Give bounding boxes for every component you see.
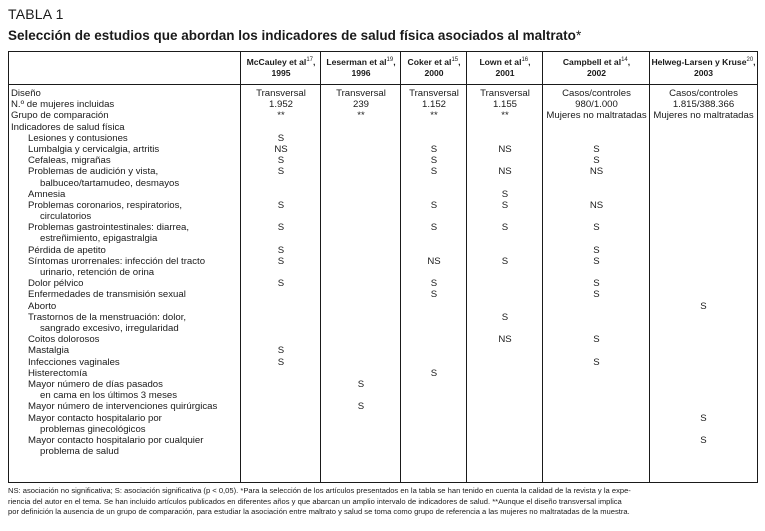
table-row bbox=[9, 166, 757, 188]
cell-value: Mujeres no maltratadas bbox=[653, 110, 754, 122]
row-label-line: problema de salud bbox=[40, 446, 119, 458]
author-comma: , bbox=[313, 57, 316, 67]
row-label-line: Diseño bbox=[11, 88, 41, 99]
row-label bbox=[9, 401, 241, 412]
cell-value: S bbox=[277, 222, 285, 234]
cell-value: NS bbox=[498, 166, 512, 178]
cell-value: S bbox=[277, 155, 285, 167]
table-row bbox=[9, 189, 757, 200]
table-title-text: Selección de estudios que abordan los indicadores de salud física asociados al maltrato bbox=[8, 28, 576, 43]
study-year: 1996 bbox=[351, 68, 371, 78]
row-label-line: Indicadores de salud física bbox=[11, 121, 125, 133]
table-row bbox=[9, 357, 757, 368]
row-label bbox=[9, 166, 241, 188]
row-label bbox=[9, 122, 241, 133]
row-label-line: Pérdida de apetito bbox=[28, 244, 106, 256]
row-label-line: Aborto bbox=[28, 300, 57, 312]
table-row bbox=[9, 401, 757, 412]
cell-value: S bbox=[593, 143, 600, 155]
table-title bbox=[8, 28, 581, 43]
study-author bbox=[326, 57, 395, 68]
table-row bbox=[9, 200, 757, 222]
cell-value: Transversal bbox=[409, 88, 459, 99]
cell-value: S bbox=[357, 401, 365, 413]
table-row bbox=[9, 155, 757, 166]
study-author-name: Leserman et al bbox=[326, 57, 387, 67]
cell-value: S bbox=[593, 289, 600, 301]
row-label-line: Dolor pélvico bbox=[28, 278, 84, 290]
row-label-line: Lumbalgia y cervicalgia, artritis bbox=[28, 143, 160, 155]
table-row bbox=[9, 99, 757, 110]
cell-value: S bbox=[277, 345, 285, 357]
study-author-name: Lown et al bbox=[479, 57, 522, 67]
row-label-line: urinario, retención de orina bbox=[40, 267, 155, 279]
cell-value: S bbox=[430, 199, 438, 211]
author-comma: , bbox=[458, 57, 461, 67]
row-label-line: sangrado excesivo, irregularidad bbox=[40, 323, 179, 335]
cell-value: Casos/controles bbox=[562, 88, 631, 99]
table-row bbox=[9, 289, 757, 300]
study-author bbox=[247, 57, 316, 68]
study-author-name: Coker et al bbox=[407, 57, 452, 67]
cell-value: S bbox=[430, 289, 438, 301]
table-row bbox=[9, 110, 757, 121]
author-comma: , bbox=[753, 57, 756, 67]
cell-value: ** bbox=[277, 110, 285, 122]
row-label bbox=[9, 88, 241, 99]
row-label bbox=[9, 334, 241, 345]
row-label-line: Cefaleas, migrañas bbox=[28, 155, 111, 167]
table-row bbox=[9, 256, 757, 278]
study-year: 2003 bbox=[693, 68, 714, 78]
row-label-line: Coitos dolorosos bbox=[28, 334, 100, 346]
column-header bbox=[543, 52, 650, 84]
row-label-line: Mayor contacto hospitalario por cualquier bbox=[28, 434, 204, 446]
study-author-name: Helweg-Larsen y Kruse bbox=[651, 57, 747, 67]
cell-value: S bbox=[593, 244, 600, 256]
cell-value: S bbox=[501, 311, 509, 323]
cell-value: 1.155 bbox=[492, 99, 517, 111]
study-reference: 16 bbox=[521, 57, 529, 64]
row-label bbox=[9, 435, 241, 457]
row-label bbox=[9, 379, 241, 401]
cell-value: 239 bbox=[352, 99, 369, 111]
row-label-line: Problemas coronarios, respiratorios, bbox=[28, 199, 183, 211]
row-label-line: Infecciones vaginales bbox=[28, 356, 120, 368]
cell-value: S bbox=[277, 278, 285, 290]
row-label-line: Enfermedades de transmisión sexual bbox=[28, 289, 186, 301]
cell-value: S bbox=[700, 300, 707, 312]
cell-value: 1.152 bbox=[421, 99, 446, 111]
study-year: 2000 bbox=[424, 68, 444, 78]
row-label-line: Problemas de audición y vista, bbox=[28, 166, 159, 178]
row-label bbox=[9, 155, 241, 166]
table-row bbox=[9, 345, 757, 356]
cell-value: 1.815/388.366 bbox=[672, 99, 735, 111]
cell-value: Mujeres no maltratadas bbox=[546, 110, 647, 122]
row-label bbox=[9, 144, 241, 155]
row-label bbox=[9, 110, 241, 121]
column-header bbox=[241, 52, 321, 84]
row-label bbox=[9, 245, 241, 256]
study-reference: 19 bbox=[386, 57, 394, 64]
cell-value: S bbox=[501, 255, 509, 267]
cell-value: Casos/controles bbox=[669, 88, 738, 99]
cell-value: S bbox=[430, 367, 438, 379]
cell-value: S bbox=[501, 222, 509, 234]
table-row bbox=[9, 312, 757, 334]
row-label-line: balbuceo/tartamudeo, desmayos bbox=[40, 177, 180, 189]
row-label-line: Trastornos de la menstruación: dolor, bbox=[28, 311, 187, 323]
cell-value: S bbox=[430, 278, 438, 290]
cell-value: S bbox=[593, 334, 600, 346]
row-label bbox=[9, 289, 241, 300]
cell-value: S bbox=[430, 143, 438, 155]
cell-value: S bbox=[593, 255, 600, 267]
table-row bbox=[9, 334, 757, 345]
cell-value: S bbox=[501, 199, 509, 211]
row-label-line: problemas ginecológicos bbox=[40, 423, 146, 435]
cell-value: S bbox=[277, 356, 285, 368]
cell-value: S bbox=[430, 166, 438, 178]
row-label-line: Lesiones y contusiones bbox=[28, 132, 128, 144]
study-author-name: McCauley et al bbox=[246, 57, 307, 67]
table-row bbox=[9, 133, 757, 144]
table-row bbox=[9, 245, 757, 256]
cell-value: S bbox=[501, 188, 509, 200]
cell-value: ** bbox=[501, 110, 509, 122]
row-label-line: Problemas gastrointestinales: diarrea, bbox=[28, 222, 190, 234]
study-reference: 17 bbox=[306, 57, 313, 64]
cell-value: NS bbox=[427, 255, 441, 267]
row-label-line: Amnesia bbox=[28, 188, 66, 200]
row-label-line: Grupo de comparación bbox=[11, 110, 109, 122]
row-label-line: Mayor contacto hospitalario por bbox=[28, 412, 162, 424]
cell-value: 980/1.000 bbox=[575, 99, 618, 111]
study-reference: 20 bbox=[746, 57, 754, 64]
table-number: TABLA 1 bbox=[8, 6, 64, 22]
author-comma: , bbox=[528, 57, 531, 67]
row-label bbox=[9, 256, 241, 278]
table-row bbox=[9, 301, 757, 312]
author-comma: , bbox=[627, 57, 631, 67]
study-reference: 15 bbox=[451, 57, 459, 64]
table-body bbox=[9, 88, 757, 457]
cell-value: 1.952 bbox=[268, 99, 293, 111]
cell-value: NS bbox=[589, 199, 604, 211]
column-header bbox=[467, 52, 543, 84]
row-label bbox=[9, 99, 241, 110]
table-row bbox=[9, 88, 757, 99]
study-reference: 14 bbox=[621, 57, 628, 64]
cell-value: NS bbox=[589, 166, 604, 178]
cell-value: NS bbox=[498, 334, 512, 346]
row-label-line: Mayor número de días pasados bbox=[28, 378, 163, 390]
study-author bbox=[479, 57, 530, 68]
table-row bbox=[9, 379, 757, 401]
study-author-name: Campbell et al bbox=[562, 57, 622, 67]
row-label bbox=[9, 312, 241, 334]
table-footnote bbox=[8, 486, 760, 518]
table-row bbox=[9, 144, 757, 155]
column-header bbox=[321, 52, 401, 84]
author-comma: , bbox=[393, 57, 396, 67]
study-year: 2002 bbox=[586, 68, 607, 78]
table-row bbox=[9, 122, 757, 133]
cell-value: ** bbox=[430, 110, 438, 122]
row-label-line: estreñimiento, epigastralgia bbox=[40, 233, 158, 245]
row-label bbox=[9, 301, 241, 312]
row-label-line: en cama en los últimos 3 meses bbox=[40, 390, 178, 402]
study-year: 2001 bbox=[495, 68, 515, 78]
row-label-line: Mayor número de intervenciones quirúrgicas bbox=[28, 401, 218, 413]
cell-value: Transversal bbox=[256, 88, 306, 99]
row-label bbox=[9, 133, 241, 144]
cell-value: S bbox=[357, 378, 365, 390]
row-label bbox=[9, 200, 241, 222]
cell-value: S bbox=[593, 155, 600, 167]
row-label bbox=[9, 278, 241, 289]
row-label-line: Mastalgia bbox=[28, 345, 70, 357]
cell-value: Transversal bbox=[480, 88, 530, 99]
footnote-line: NS: asociación no significativa; S: asociación significativa (p < 0,05). *Para la selección de los artículos presentados en la tabla se han tenido en cuenta la calidad de la revista y la expe- bbox=[8, 486, 631, 495]
cell-value: S bbox=[277, 199, 285, 211]
table-row bbox=[9, 222, 757, 244]
study-year: 1995 bbox=[271, 68, 291, 78]
table-row bbox=[9, 368, 757, 379]
study-author bbox=[407, 57, 460, 68]
cell-value: S bbox=[277, 244, 285, 256]
table-row bbox=[9, 435, 757, 457]
row-label bbox=[9, 222, 241, 244]
footnote-line: riencia del autor en el tema. Se han incluido artículos publicados en diferentes años y que abarcan un amplio intervalo de indicadores de salud. **Aunque el diseño transversal implica bbox=[8, 496, 622, 506]
studies-table bbox=[8, 51, 758, 483]
cell-value: NS bbox=[274, 143, 288, 155]
row-label-line: Histerectomía bbox=[28, 367, 88, 379]
cell-value: S bbox=[430, 155, 438, 167]
row-label-line: Síntomas urorrenales: infección del tracto bbox=[28, 255, 206, 267]
row-label bbox=[9, 413, 241, 435]
row-label bbox=[9, 357, 241, 368]
cell-value: S bbox=[277, 166, 285, 178]
cell-value: S bbox=[277, 255, 285, 267]
table-header bbox=[9, 52, 757, 85]
row-label-line: N.º de mujeres incluidas bbox=[11, 99, 115, 111]
footnote-line: por definición la ausencia de un grupo de comparación, para estudiar la asociación entre maltrato y salud se toma como grupo de referencia a las mujeres no maltratadas de la muestra. bbox=[8, 507, 630, 516]
cell-value: Transversal bbox=[336, 88, 386, 99]
study-author bbox=[651, 57, 755, 68]
cell-value: S bbox=[277, 132, 285, 144]
title-footnote-mark: * bbox=[575, 28, 582, 43]
cell-value: S bbox=[700, 412, 707, 424]
row-label bbox=[9, 345, 241, 356]
row-label bbox=[9, 189, 241, 200]
cell-value: S bbox=[700, 434, 707, 446]
row-label-line: circulatorios bbox=[40, 211, 92, 223]
cell-value: S bbox=[593, 278, 600, 290]
cell-value: S bbox=[430, 222, 438, 234]
cell-value: S bbox=[593, 222, 600, 234]
cell-value: ** bbox=[357, 110, 365, 122]
cell-value: S bbox=[593, 356, 600, 368]
table-row bbox=[9, 278, 757, 289]
column-header bbox=[650, 52, 757, 84]
cell-value: NS bbox=[498, 143, 512, 155]
column-header bbox=[401, 52, 467, 84]
study-author bbox=[563, 57, 630, 68]
table-row bbox=[9, 413, 757, 435]
row-label bbox=[9, 368, 241, 379]
